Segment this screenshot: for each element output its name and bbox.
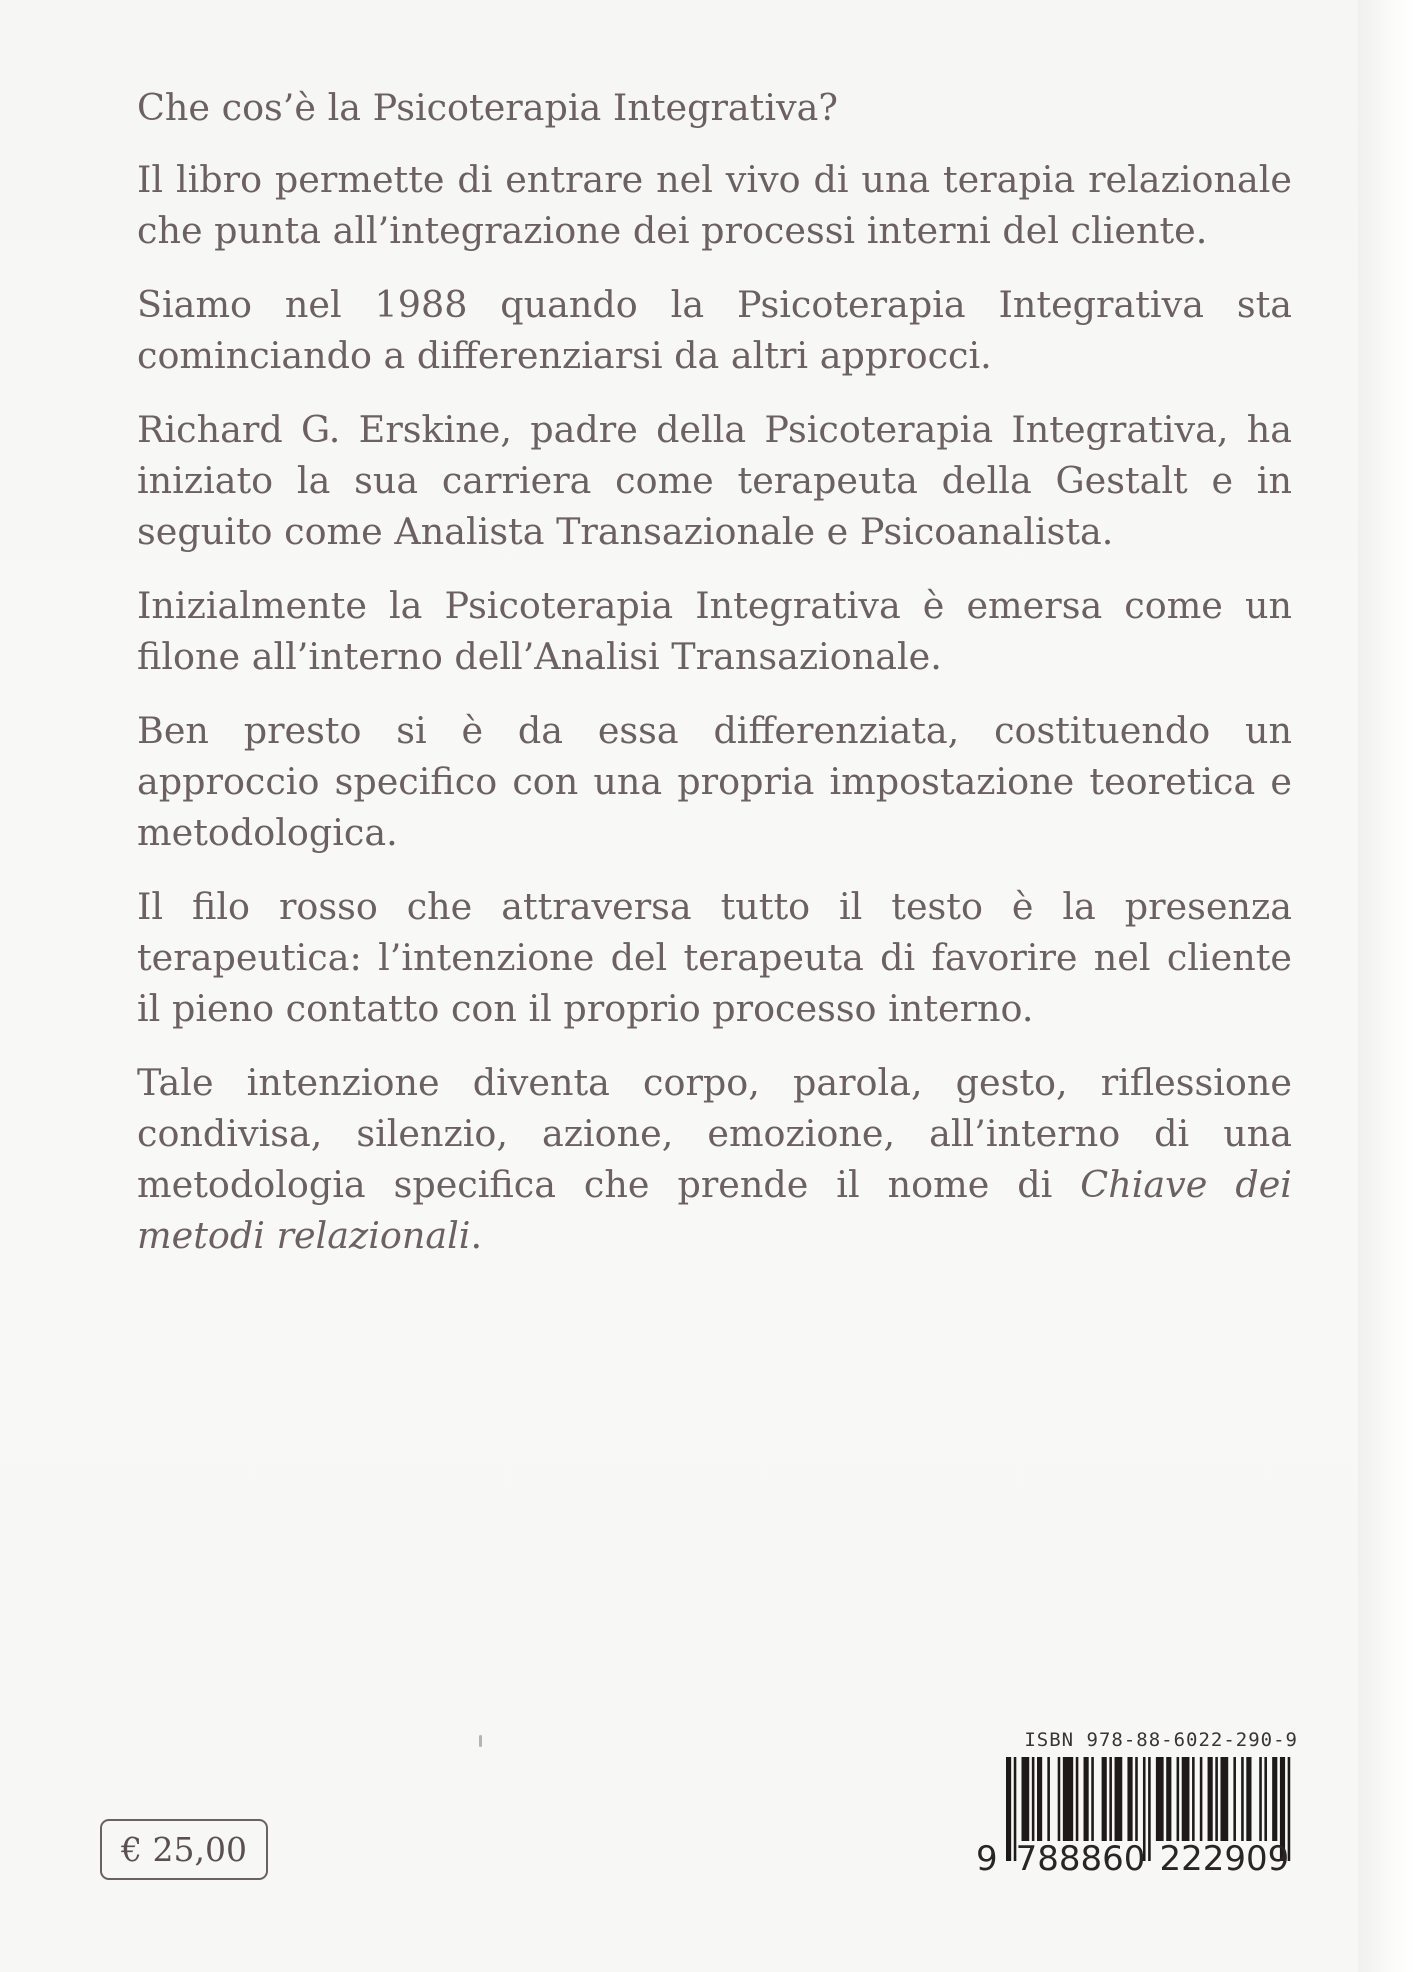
blurb-paragraph-7-text: Tale intenzione diventa corpo, parola, gesto, riflessione condivisa, silenzio, azione, emozione, all’interno di una metodologia specifica che prende il nome di bbox=[137, 1061, 1292, 1206]
blurb-paragraph-3: Richard G. Erskine, padre della Psicoterapia Integrativa, ha iniziato la sua carriera come terapeuta della Gestalt e in seguito come Analista Transazionale e Psicoanalista. bbox=[137, 408, 1292, 553]
page-edge-shadow bbox=[1358, 0, 1415, 1972]
barcode-bar bbox=[1135, 1757, 1138, 1841]
blurb-italic-title: Chiave dei metodi relazionali bbox=[137, 1163, 1292, 1257]
barcode-bar bbox=[1241, 1757, 1244, 1841]
blurb-paragraph-6: Il filo rosso che attraversa tutto il testo è la presenza terapeutica: l’intenzione del terapeuta di favorire nel cliente il pieno contatto con il proprio processo interno. bbox=[137, 885, 1292, 1030]
barcode-bar bbox=[1037, 1757, 1042, 1841]
barcode-bar bbox=[1177, 1757, 1180, 1841]
barcode-bar bbox=[1102, 1757, 1107, 1841]
barcode-bar bbox=[1022, 1757, 1030, 1841]
barcode-bar bbox=[1091, 1757, 1094, 1841]
print-speck bbox=[479, 1735, 482, 1747]
barcode-first-digit: 9 bbox=[976, 1839, 998, 1879]
blurb-paragraph-2: Siamo nel 1988 quando la Psicoterapia Integrativa sta cominciando a differenziarsi da altri approcci. bbox=[137, 283, 1292, 377]
price-tag: € 25,00 bbox=[100, 1819, 268, 1880]
barcode-bar bbox=[1047, 1757, 1050, 1841]
barcode-bar bbox=[1272, 1757, 1277, 1841]
barcode-bar bbox=[1063, 1757, 1073, 1841]
barcode-bar bbox=[1032, 1757, 1035, 1841]
barcode-bar bbox=[1127, 1757, 1132, 1841]
blurb-paragraph-5: Ben presto si è da essa differenziata, costituendo un approccio specifico con una propria impostazione teoretica e metodologica. bbox=[137, 709, 1292, 854]
barcode-bar bbox=[1156, 1757, 1164, 1841]
barcode-digits bbox=[976, 1840, 1298, 1878]
barcode-bar bbox=[1200, 1757, 1203, 1841]
isbn-label: ISBN 978-88-6022-290-9 bbox=[1024, 1729, 1298, 1751]
barcode-bar bbox=[1084, 1757, 1089, 1841]
blurb-paragraph-7-end: . bbox=[470, 1214, 483, 1257]
blurb-paragraph-4: Inizialmente la Psicoterapia Integrativa è emersa come un filone all’interno dell’Analisi Transazionale. bbox=[137, 584, 1292, 678]
barcode-left-group: 788860 bbox=[1015, 1839, 1146, 1879]
barcode-bar bbox=[1215, 1757, 1218, 1841]
barcode-bar bbox=[1264, 1757, 1267, 1841]
barcode-bar bbox=[1220, 1757, 1228, 1841]
barcode-bar bbox=[1115, 1757, 1123, 1841]
barcode-bar bbox=[1259, 1757, 1262, 1841]
barcode-bar bbox=[1058, 1757, 1061, 1841]
barcode-bar bbox=[1076, 1757, 1079, 1841]
barcode-bar bbox=[1208, 1757, 1213, 1841]
back-cover-blurb bbox=[137, 82, 1292, 1284]
blurb-paragraph-1: Il libro permette di entrare nel vivo di una terapia relazionale che punta all’integrazione dei processi interni del cliente. bbox=[137, 158, 1292, 252]
barcode-bar bbox=[1233, 1757, 1236, 1841]
barcode-bar bbox=[1182, 1757, 1190, 1841]
barcode-right-group: 222909 bbox=[1159, 1839, 1290, 1879]
barcode-bar bbox=[1192, 1757, 1195, 1841]
barcode-bar bbox=[1109, 1757, 1112, 1841]
blurb-question: Che cos’è la Psicoterapia Integrativa? bbox=[137, 86, 838, 129]
barcode-bar bbox=[1246, 1757, 1251, 1841]
barcode-bar bbox=[1166, 1757, 1171, 1841]
blurb-paragraph-7 bbox=[137, 1057, 1292, 1261]
